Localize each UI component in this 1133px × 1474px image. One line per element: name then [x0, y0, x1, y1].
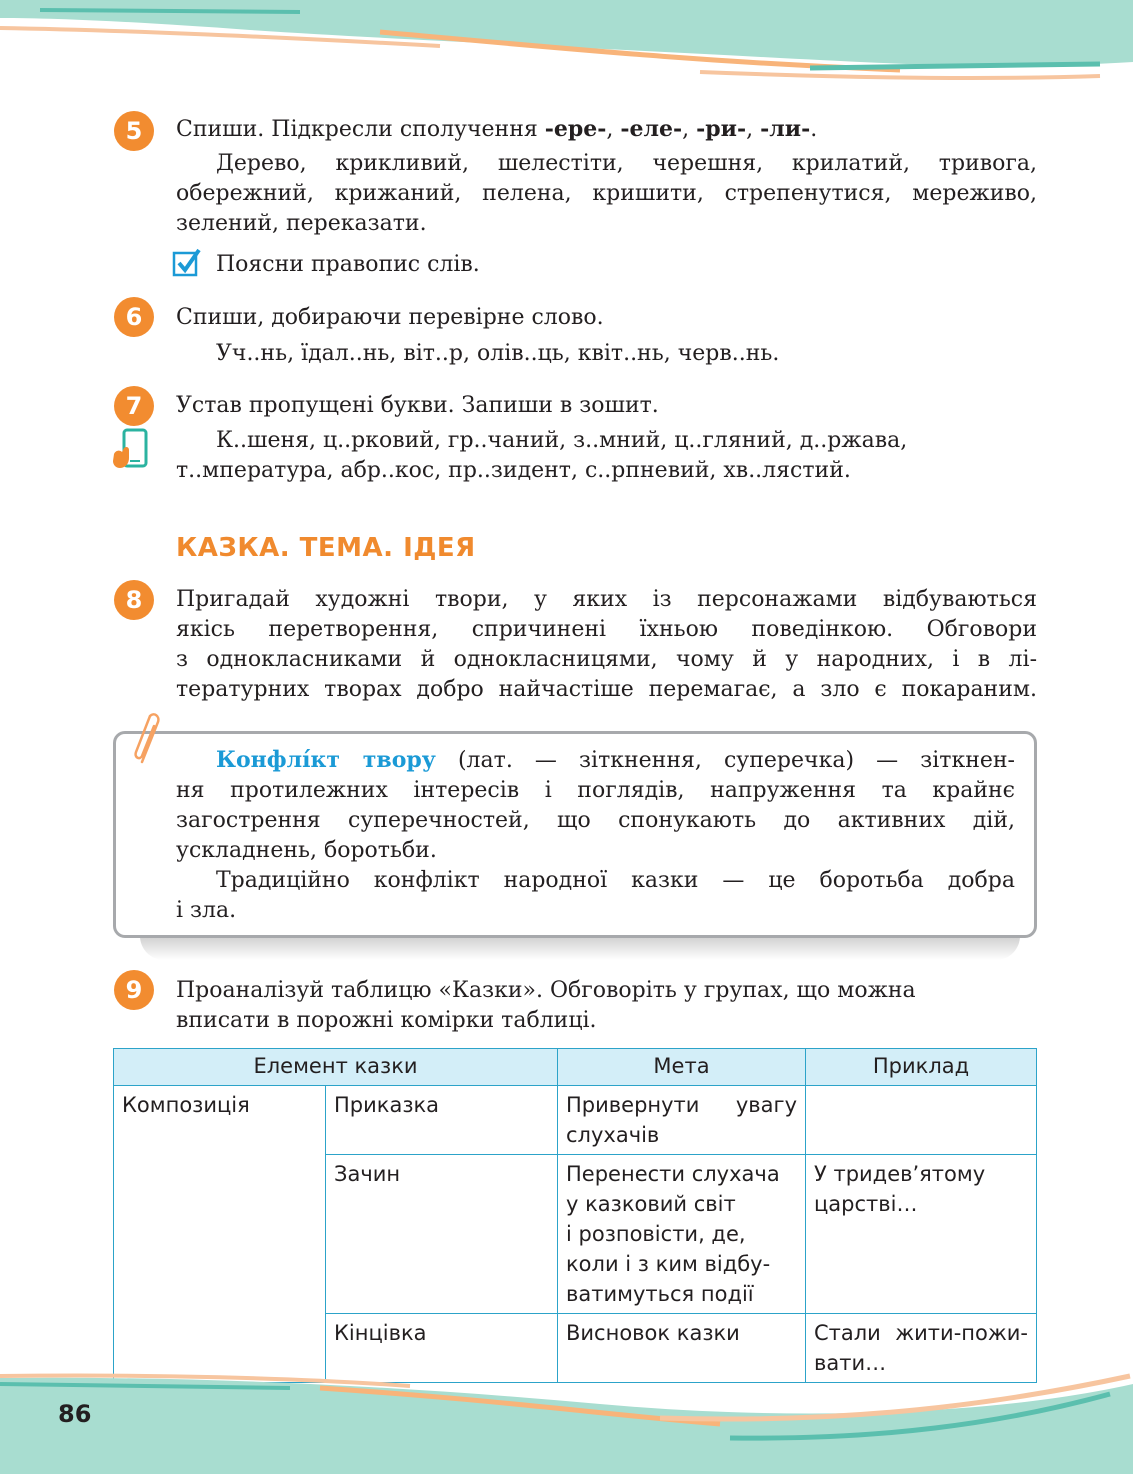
bottom-wave-decoration: [0, 1364, 1133, 1474]
table-group-cell: Композиція: [114, 1086, 326, 1383]
table-cell-element: Кінцівка: [326, 1314, 558, 1383]
task8-text: Пригадай художні твори, у яких із персонажами відбуваються якісь перетворення, спричинені їхньою поведінкою. Обговори з однокласниками й однокласницями, чому й у народних, і в лі- тературних творах добро найчастіше перемагає, а зло є покараним.: [176, 587, 1037, 702]
section-title: КАЗКА. ТЕМА. ІДЕЯ: [176, 533, 476, 563]
task5-words: Дерево, крикливий, шелестіти, черешня, крилатий, тривога, обережний, крижаний, пелена, кришити, стрепенутися, мереживо, зелений, переказати.: [176, 151, 1037, 236]
task5-prompt: Спиши. Підкресли сполучення -ере-, -еле-, -ри-, -ли-.: [176, 116, 818, 142]
table-header-row: [114, 1049, 1037, 1086]
header-element: Елемент казки: [114, 1049, 558, 1086]
task6-words: Уч..нь, їдал..нь, віт..р, олів..ць, квіт..нь, черв..нь.: [216, 341, 780, 366]
top-wave-decoration: [0, 0, 1133, 90]
tablet-touch-icon: [110, 428, 152, 472]
task7-prompt: Устав пропущені букви. Запиши в зошит.: [176, 393, 659, 418]
page-number: 86: [58, 1400, 92, 1428]
tale-table: [113, 1048, 1037, 1383]
table-cell-example: [806, 1086, 1037, 1155]
table-row: [114, 1086, 1037, 1155]
task-number-9: 9: [114, 970, 154, 1010]
task-number-5: 5: [114, 111, 154, 151]
task-number-7: 7: [114, 386, 154, 426]
task5-check-text: Поясни правопис слів.: [216, 252, 480, 277]
task7-words: К..шеня, ц..рковий, гр..чаний, з..мний, ц..гляний, д..ржава, т..мпература, абр..кос, пр..зидент, с..рпневий, хв..лястий.: [176, 428, 908, 483]
table-cell-example: У тридев’ятому царстві…: [806, 1155, 1037, 1314]
task9-text: Проаналізуй таблицю «Казки». Обговоріть у групах, що можна вписати в порожні комірки таблиці.: [176, 978, 916, 1033]
header-example: Приклад: [806, 1049, 1037, 1086]
task-number-8: 8: [114, 580, 154, 620]
table-cell-goal: Висновок казки: [558, 1314, 806, 1383]
task-number-6: 6: [114, 297, 154, 337]
header-goal: Мета: [558, 1049, 806, 1086]
checkbox-icon: [172, 248, 202, 278]
rule-box-shadow: [140, 936, 1020, 960]
paperclip-icon: [132, 712, 168, 768]
table-cell-goal: Перенести слухача у казковий світ і розповісти, де, коли і з ким відбу- ватимуться події: [558, 1155, 806, 1314]
task6-prompt: Спиши, добираючи перевірне слово.: [176, 305, 604, 330]
table-cell-element: Приказка: [326, 1086, 558, 1155]
rule-term: Конфлíкт твору: [216, 747, 436, 773]
table-cell-example: Стали жити-пожи- вати…: [806, 1314, 1037, 1383]
table-cell-element: Зачин: [326, 1155, 558, 1314]
table-cell-goal: Привернути увагу слухачів: [558, 1086, 806, 1155]
rule-definition: Конфлíкт твору (лат. — зіткнення, суперечка) — зіткнен- ня протилежних інтересів і поглядів, напруження та крайнє загострення суперечностей, що спонукають до активних дій, ускладнень, боротьби. Традиційно конфлікт народної казки — це боротьба добра і зла.: [176, 747, 1015, 923]
